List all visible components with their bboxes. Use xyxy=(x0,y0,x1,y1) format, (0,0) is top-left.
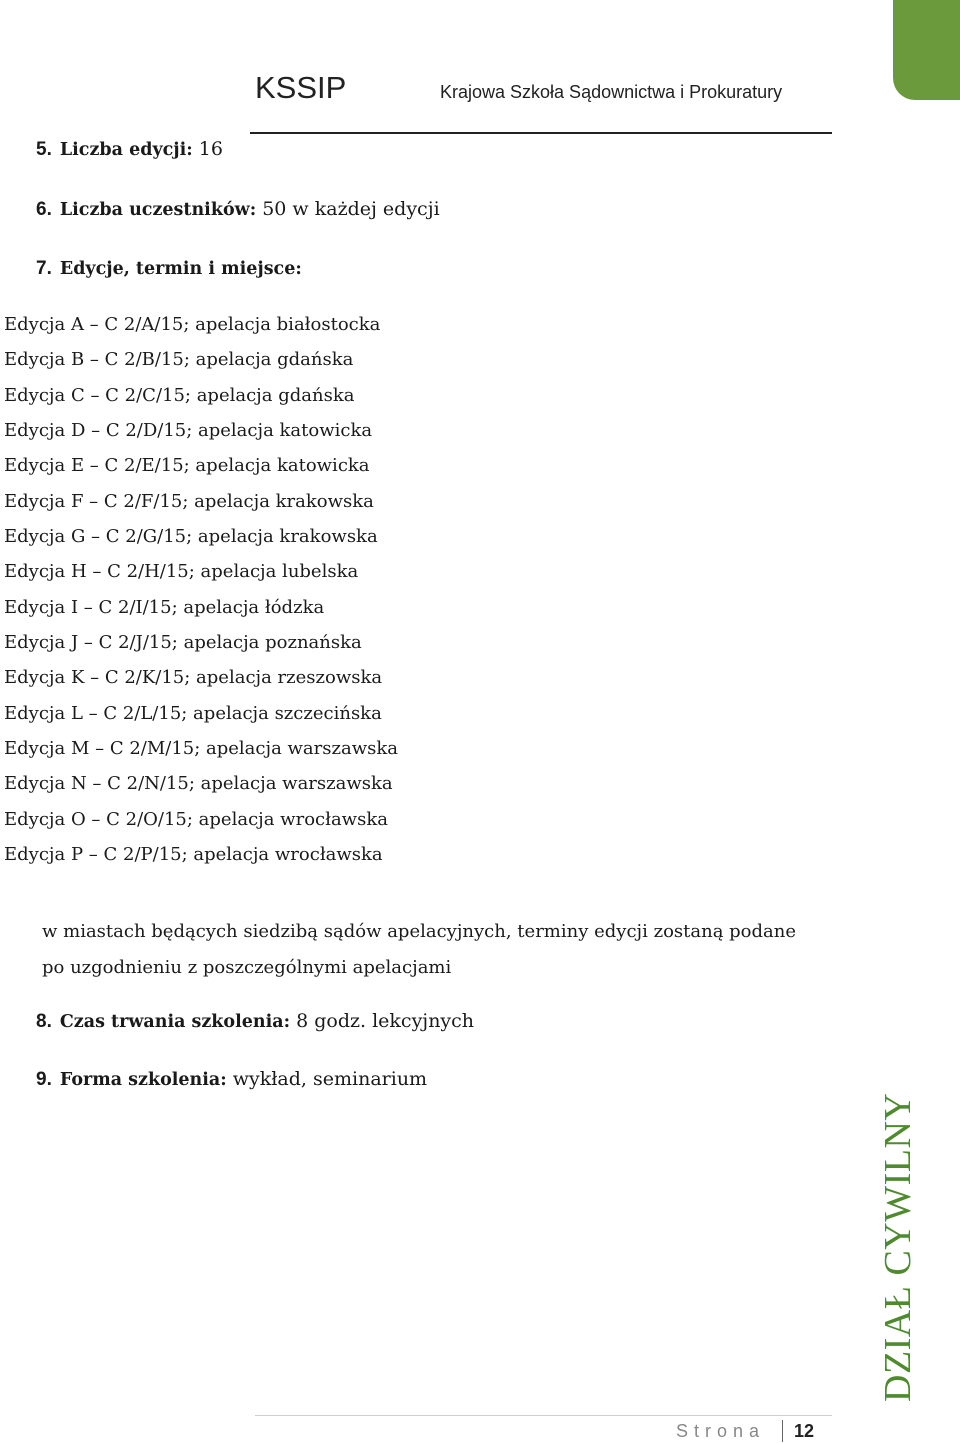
edition-item: Edycja G – C 2/G/15; apelacja krakowska xyxy=(4,526,378,548)
item-label: Liczba uczestników: xyxy=(59,200,257,220)
edition-item: Edycja C – C 2/C/15; apelacja gdańska xyxy=(4,384,355,406)
item-label: Edycje, termin i miejsce: xyxy=(59,259,302,279)
edition-item: Edycja K – C 2/K/15; apelacja rzeszowska xyxy=(4,667,383,689)
item-training-form xyxy=(36,1068,427,1091)
edition-item: Edycja L – C 2/L/15; apelacja szczecińska xyxy=(4,702,382,724)
edition-item: Edycja P – C 2/P/15; apelacja wrocławska xyxy=(4,844,383,866)
page-number: 12 xyxy=(794,1421,815,1441)
item-duration xyxy=(36,1010,474,1033)
header-divider xyxy=(250,132,832,134)
item-label: Forma szkolenia: xyxy=(59,1070,227,1090)
edition-item: Edycja O – C 2/O/15; apelacja wrocławska xyxy=(4,808,388,830)
page-label: Strona xyxy=(676,1421,766,1441)
item-value: 16 xyxy=(198,138,223,160)
green-corner-tab xyxy=(893,0,960,100)
item-value: wykład, seminarium xyxy=(232,1068,428,1090)
edition-item: Edycja F – C 2/F/15; apelacja krakowska xyxy=(4,490,374,512)
edition-item: Edycja N – C 2/N/15; apelacja warszawska xyxy=(4,773,393,795)
item-label: Liczba edycji: xyxy=(59,140,193,160)
edition-item: Edycja H – C 2/H/15; apelacja lubelska xyxy=(4,561,359,583)
edition-item: Edycja D – C 2/D/15; apelacja katowicka xyxy=(4,420,373,442)
item-number: 7. xyxy=(36,258,52,279)
page-separator xyxy=(782,1420,783,1442)
editions-list xyxy=(4,314,398,880)
item-edition-count xyxy=(36,138,223,161)
edition-item: Edycja I – C 2/I/15; apelacja łódzka xyxy=(4,596,325,618)
editions-note: w miastach będących siedzibą sądów apelacyjnych, terminy edycji zostaną podane po uzgodnieniu z poszczególnymi apelacjami xyxy=(42,921,797,978)
edition-item: Edycja A – C 2/A/15; apelacja białostocka xyxy=(4,314,381,335)
item-value: 50 w każdej edycji xyxy=(262,198,440,220)
edition-item: Edycja J – C 2/J/15; apelacja poznańska xyxy=(4,632,362,654)
school-name: Krajowa Szkoła Sądownictwa i Prokuratury xyxy=(440,82,783,102)
item-number: 5. xyxy=(36,139,52,160)
section-side-label: DZIAŁ CYWILNY xyxy=(877,1092,919,1402)
kssip-logo-text: KSSIP xyxy=(255,70,347,105)
item-participant-count xyxy=(36,198,440,221)
item-number: 6. xyxy=(36,199,52,220)
item-value: 8 godz. lekcyjnych xyxy=(296,1010,475,1032)
edition-item: Edycja B – C 2/B/15; apelacja gdańska xyxy=(4,349,354,371)
item-label: Czas trwania szkolenia: xyxy=(59,1012,291,1032)
edition-item: Edycja E – C 2/E/15; apelacja katowicka xyxy=(4,455,370,477)
footer-divider xyxy=(255,1415,832,1416)
edition-item: Edycja M – C 2/M/15; apelacja warszawska xyxy=(4,738,399,760)
item-editions-heading xyxy=(36,257,302,280)
item-number: 9. xyxy=(36,1069,52,1090)
item-number: 8. xyxy=(36,1011,52,1032)
